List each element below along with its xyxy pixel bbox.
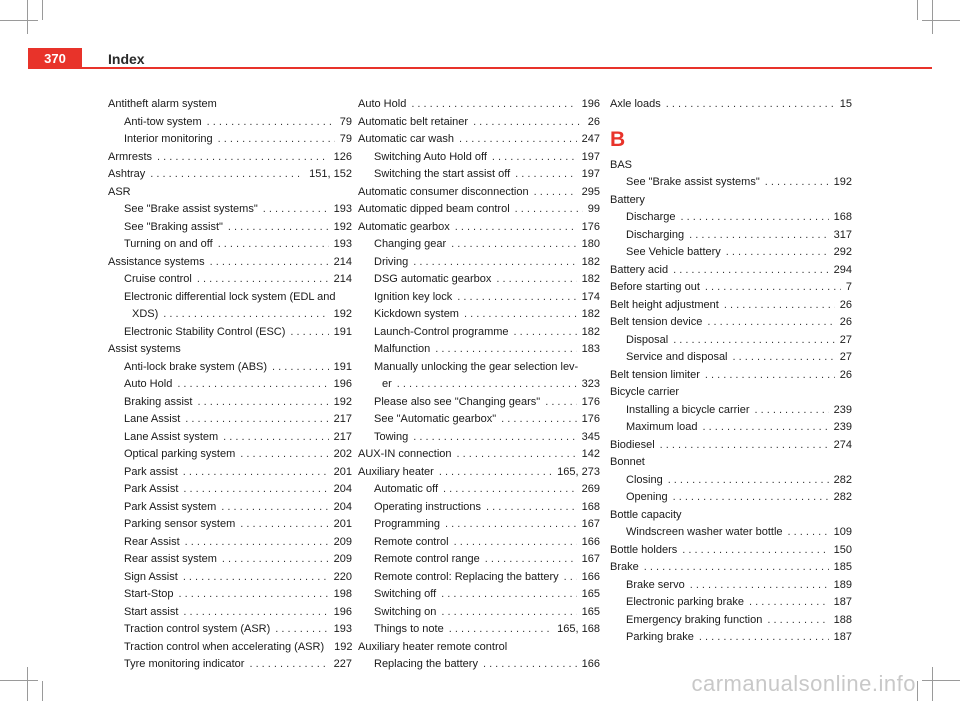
- index-entry: Belt tension limiter . . . 26: [610, 367, 852, 385]
- index-entry: Automatic off . . . 269: [358, 481, 600, 499]
- index-entry: Park assist . . . 201: [108, 464, 352, 482]
- index-entry: See "Automatic gearbox" . . . 176: [358, 411, 600, 429]
- index-entry: Brake servo . . . 189: [610, 577, 852, 595]
- index-entry: Operating instructions . . . 168: [358, 499, 600, 517]
- index-column-2: [358, 96, 600, 674]
- crop-mark: [27, 667, 28, 701]
- index-entry: Closing . . . 282: [610, 472, 852, 490]
- section-letter: B: [610, 127, 626, 151]
- index-entry: Brake . . . 185: [610, 559, 852, 577]
- index-entry: Cruise control . . . 214: [108, 271, 352, 289]
- index-entry: DSG automatic gearbox . . . 182: [358, 271, 600, 289]
- index-heading: Assist systems: [108, 343, 181, 355]
- header-divider: [82, 67, 932, 69]
- index-entry: Anti-lock brake system (ABS) . . . 191: [108, 359, 352, 377]
- index-entry: Traction control system (ASR) . . . 193: [108, 621, 352, 639]
- index-entry: Switching Auto Hold off . . . 197: [358, 149, 600, 167]
- index-entry: Switching off . . . 165: [358, 586, 600, 604]
- index-entry: XDS) . . . 192: [108, 306, 352, 324]
- index-sublist: [610, 577, 852, 647]
- index-entry: Remote control: Replacing the battery . . . 166: [358, 569, 600, 587]
- index-entry: Automatic gearbox . . . 176: [358, 219, 600, 237]
- index-entry: er . . . 323: [358, 376, 600, 394]
- page-number: 370: [28, 48, 82, 69]
- crop-mark: [922, 20, 960, 21]
- index-sublist: [358, 236, 600, 359]
- index-entry: Automatic belt retainer . . . 26: [358, 114, 600, 132]
- index-heading: Bonnet: [610, 456, 645, 468]
- index-entry: Assistance systems . . . 214: [108, 254, 352, 272]
- index-sublist: [358, 394, 600, 447]
- index-entry: Towing . . . 345: [358, 429, 600, 447]
- index-entry: Auto Hold . . . 196: [108, 376, 352, 394]
- index-entry: See Vehicle battery . . . 292: [610, 244, 852, 262]
- index-entry: Automatic car wash . . . 247: [358, 131, 600, 149]
- crop-mark: [0, 20, 38, 21]
- index-entry: Installing a bicycle carrier . . . 239: [610, 402, 852, 420]
- index-entry: Electronic parking brake . . . 187: [610, 594, 852, 612]
- index-sublist: [358, 481, 600, 639]
- index-entry: Optical parking system . . . 202: [108, 446, 352, 464]
- index-entry: Belt height adjustment . . . 26: [610, 297, 852, 315]
- index-entry: Ignition key lock . . . 174: [358, 289, 600, 307]
- index-heading: Bottle capacity: [610, 508, 682, 521]
- index-entry: Lane Assist system . . . 217: [108, 429, 352, 447]
- index-column-3: [610, 96, 852, 647]
- index-entry: Turning on and off . . . 193: [108, 236, 352, 254]
- watermark: carmanualsonline.info: [691, 671, 916, 696]
- index-entry: Traction control when accelerating (ASR) 192: [124, 640, 353, 653]
- page-title: Index: [108, 51, 145, 67]
- index-entry: Please also see "Changing gears" . . . 176: [358, 394, 600, 412]
- index-entry: Electronic Stability Control (ESC) . . . 191: [108, 324, 352, 342]
- index-entry: Disposal . . . 27: [610, 332, 852, 350]
- index-entry: Auto Hold . . . 196: [358, 96, 600, 114]
- index-entry: See "Brake assist systems" . . . 192: [610, 174, 852, 192]
- index-entry: Service and disposal . . . 27: [610, 349, 852, 367]
- index-heading: Auxiliary heater remote control: [358, 640, 508, 653]
- index-entry: Anti-tow system . . . 79: [108, 114, 352, 132]
- index-entry: Parking brake . . . 187: [610, 629, 852, 647]
- index-entry: Start-Stop . . . 198: [108, 586, 352, 604]
- index-entry: Switching on . . . 165: [358, 604, 600, 622]
- crop-mark: [917, 0, 918, 20]
- index-entry-wrapped: Electronic differential lock system (EDL and: [124, 290, 336, 303]
- index-entry: Windscreen washer water bottle . . . 109: [610, 524, 852, 542]
- index-entry: Automatic consumer disconnection . . . 295: [358, 184, 600, 202]
- index-entry: Auxiliary heater . . . 165, 273: [358, 464, 600, 482]
- index-entry: Remote control . . . 166: [358, 534, 600, 552]
- index-entry: Launch-Control programme . . . 182: [358, 324, 600, 342]
- index-heading: BAS: [610, 158, 633, 171]
- index-entry: Parking sensor system . . . 201: [108, 516, 352, 534]
- crop-mark: [932, 0, 933, 34]
- index-entry: Armrests . . . 126: [108, 149, 352, 167]
- crop-mark: [42, 681, 43, 701]
- index-sublist: [108, 359, 352, 674]
- index-entry: See "Braking assist" . . . 192: [108, 219, 352, 237]
- index-entry: See "Brake assist systems" . . . 193: [108, 201, 352, 219]
- index-entry: Axle loads . . . 15: [610, 96, 852, 114]
- crop-mark: [922, 680, 960, 681]
- index-entry: Programming . . . 167: [358, 516, 600, 534]
- index-entry: Park Assist system . . . 204: [108, 499, 352, 517]
- index-entry: Sign Assist . . . 220: [108, 569, 352, 587]
- index-entry: Rear assist system . . . 209: [108, 551, 352, 569]
- index-heading: Antitheft alarm system: [108, 98, 217, 110]
- crop-mark: [42, 0, 43, 20]
- index-entry: Before starting out . . . 7: [610, 279, 852, 297]
- index-entry: Emergency braking function . . . 188: [610, 612, 852, 630]
- index-heading: Battery: [610, 193, 645, 206]
- index-heading: Bicycle carrier: [610, 386, 680, 398]
- index-entry-wrapped: Manually unlocking the gear selection lev-: [374, 360, 579, 373]
- index-entry: Start assist . . . 196: [108, 604, 352, 622]
- crop-mark: [0, 680, 38, 681]
- index-entry: Discharge . . . 168: [610, 209, 852, 227]
- index-column-1: [108, 96, 352, 674]
- index-entry: Bottle holders . . . 150: [610, 542, 852, 560]
- index-entry: Switching the start assist off . . . 197: [358, 166, 600, 184]
- index-entry: Changing gear . . . 180: [358, 236, 600, 254]
- index-entry: Malfunction . . . 183: [358, 341, 600, 359]
- index-entry: Ashtray . . . 151, 152: [108, 166, 352, 184]
- index-entry: Replacing the battery . . . 166: [358, 656, 600, 674]
- index-entry: Things to note . . . 165, 168: [358, 621, 600, 639]
- index-entry: AUX-IN connection . . . 142: [358, 446, 600, 464]
- index-entry: Driving . . . 182: [358, 254, 600, 272]
- index-entry: Opening . . . 282: [610, 489, 852, 507]
- index-entry: Tyre monitoring indicator . . . 227: [108, 656, 352, 674]
- index-entry: Battery acid . . . 294: [610, 262, 852, 280]
- index-heading: ASR: [108, 185, 131, 198]
- index-entry: Maximum load . . . 239: [610, 419, 852, 437]
- index-entry: Discharging . . . 317: [610, 227, 852, 245]
- index-entry: Kickdown system . . . 182: [358, 306, 600, 324]
- index-entry: Biodiesel . . . 274: [610, 437, 852, 455]
- index-entry: Lane Assist . . . 217: [108, 411, 352, 429]
- index-entry: Automatic dipped beam control . . . 99: [358, 201, 600, 219]
- crop-mark: [917, 681, 918, 701]
- index-entry: Braking assist . . . 192: [108, 394, 352, 412]
- index-entry: Interior monitoring . . . 79: [108, 131, 352, 149]
- index-entry: Park Assist . . . 204: [108, 481, 352, 499]
- index-entry: Rear Assist . . . 209: [108, 534, 352, 552]
- crop-mark: [932, 667, 933, 701]
- index-entry: Belt tension device . . . 26: [610, 314, 852, 332]
- crop-mark: [27, 0, 28, 34]
- index-entry: Remote control range . . . 167: [358, 551, 600, 569]
